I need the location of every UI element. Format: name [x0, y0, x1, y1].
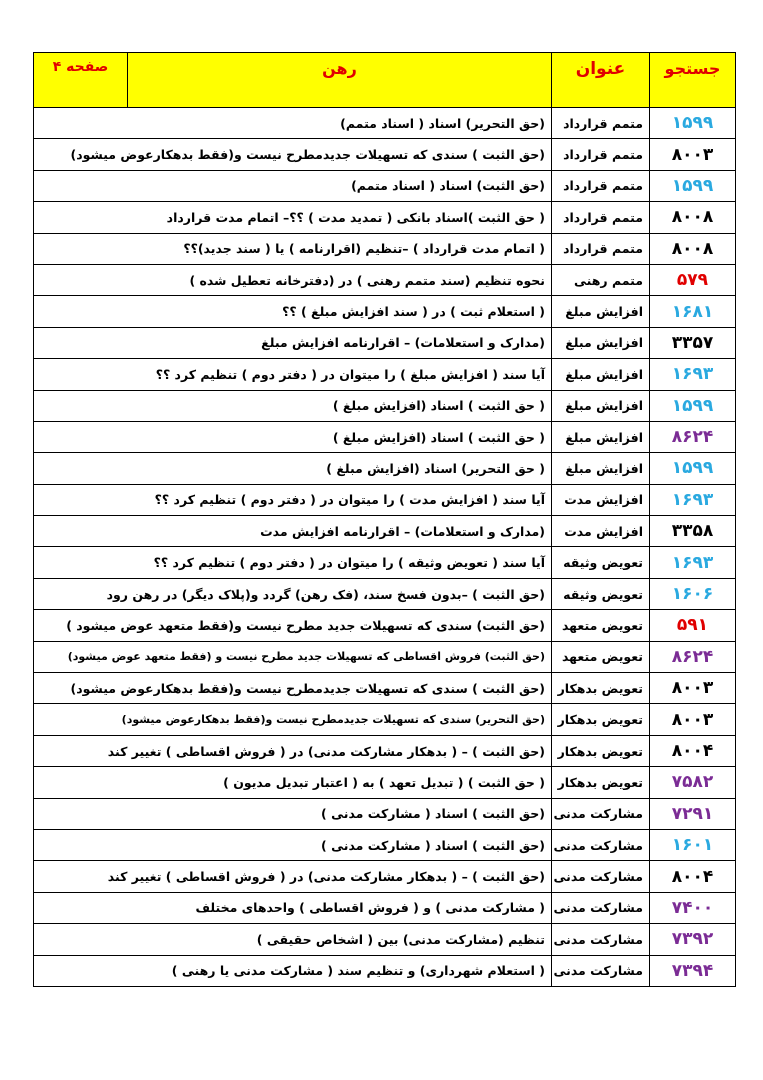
row-title: تعویض بدهکار [552, 767, 650, 798]
table-row [34, 516, 736, 547]
search-code[interactable]: ۸۰۰۳ [650, 673, 736, 704]
row-description: (حق التحریر) سندی که تسهیلات جدیدمطرح نیست و(فقط بدهکارعوض میشود) [34, 704, 552, 735]
search-code[interactable]: ۷۳۹۲ [650, 924, 736, 955]
search-code[interactable]: ۳۳۵۷ [650, 327, 736, 358]
search-code[interactable]: ۱۵۹۹ [650, 453, 736, 484]
row-title: مشارکت مدنی [552, 861, 650, 892]
table-row [34, 798, 736, 829]
search-code[interactable]: ۷۴۰۰ [650, 892, 736, 923]
row-title: افزایش مبلغ [552, 359, 650, 390]
search-code[interactable]: ۱۶۰۱ [650, 829, 736, 860]
row-description: نحوه تنظیم (سند متمم رهنی ) در (دفترخانه تعطیل شده ) [34, 264, 552, 295]
table-row [34, 610, 736, 641]
search-code[interactable]: ۱۵۹۹ [650, 170, 736, 201]
table-row [34, 829, 736, 860]
search-header: جستجو [650, 53, 736, 108]
row-description: ( حق التحریر) اسناد (افزایش مبلغ ) [34, 453, 552, 484]
row-title: متمم قرارداد [552, 108, 650, 139]
row-description: ( استعلام ثبت ) در ( سند افزایش مبلغ ) ؟؟ [34, 296, 552, 327]
row-description: ( حق الثبت ) ( تبدیل تعهد ) به ( اعتبار تبدیل مدیون ) [34, 767, 552, 798]
row-description: (مدارک و استعلامات) – اقرارنامه افزایش مبلغ [34, 327, 552, 358]
row-description: (حق الثبت ) – ( بدهکار مشارکت مدنی) در ( فروش اقساطی ) تغییر کند [34, 735, 552, 766]
table-row [34, 547, 736, 578]
row-title: افزایش مبلغ [552, 390, 650, 421]
search-code[interactable]: ۸۰۰۸ [650, 233, 736, 264]
search-code[interactable]: ۸۰۰۳ [650, 139, 736, 170]
row-description: ( استعلام شهرداری) و تنظیم سند ( مشارکت مدنی یا رهنی ) [34, 955, 552, 986]
search-code[interactable]: ۱۶۹۳ [650, 359, 736, 390]
search-code[interactable]: ۸۰۰۴ [650, 735, 736, 766]
title-header: عنوان [552, 53, 650, 108]
row-title: مشارکت مدنی [552, 924, 650, 955]
row-title: متمم رهنی [552, 264, 650, 295]
row-title: افزایش مبلغ [552, 296, 650, 327]
row-title: مشارکت مدنی [552, 892, 650, 923]
row-description: ( حق الثبت ) اسناد (افزایش مبلغ ) [34, 421, 552, 452]
row-description: (مدارک و استعلامات) – اقرارنامه افزایش مدت [34, 516, 552, 547]
table-row [34, 296, 736, 327]
row-title: مشارکت مدنی [552, 955, 650, 986]
search-code[interactable]: ۱۶۸۱ [650, 296, 736, 327]
table-row [34, 673, 736, 704]
row-description: ( اتمام مدت قرارداد ) –تنظیم (اقرارنامه ) یا ( سند جدید)؟؟ [34, 233, 552, 264]
row-description: آیا سند ( افزایش مبلغ ) را میتوان در ( دفتر دوم ) تنظیم کرد ؟؟ [34, 359, 552, 390]
search-code[interactable]: ۷۵۸۲ [650, 767, 736, 798]
row-description: ( حق الثبت )اسناد بانکی ( تمدید مدت ) ؟؟– اتمام مدت قرارداد [34, 202, 552, 233]
row-description: (حق الثبت ) اسناد ( مشارکت مدنی ) [34, 829, 552, 860]
table-row [34, 704, 736, 735]
table-row [34, 924, 736, 955]
table-row [34, 955, 736, 986]
table-row [34, 202, 736, 233]
table-row [34, 641, 736, 672]
row-title: تعویض بدهکار [552, 704, 650, 735]
row-title: متمم قرارداد [552, 233, 650, 264]
search-code[interactable]: ۸۶۲۴ [650, 641, 736, 672]
row-description: آیا سند ( تعویض وثیقه ) را میتوان در ( دفتر دوم ) تنظیم کرد ؟؟ [34, 547, 552, 578]
row-description: (حق الثبت) اسناد ( اسناد متمم) [34, 170, 552, 201]
search-code[interactable]: ۵۷۹ [650, 264, 736, 295]
row-title: افزایش مبلغ [552, 421, 650, 452]
table-row [34, 484, 736, 515]
search-code[interactable]: ۳۳۵۸ [650, 516, 736, 547]
row-description: (حق الثبت) سندی که تسهیلات جدید مطرح نیست و(فقط متعهد عوض میشود ) [34, 610, 552, 641]
table-row [34, 892, 736, 923]
row-description: (حق الثبت ) –بدون فسخ سند، (فک رهن) گردد و(پلاک دیگر) در رهن رود [34, 578, 552, 609]
row-description: (حق التحریر) اسناد ( اسناد متمم) [34, 108, 552, 139]
index-table [33, 52, 736, 987]
row-description: تنظیم (مشارکت مدنی) بین ( اشخاص حقیقی ) [34, 924, 552, 955]
search-code[interactable]: ۱۵۹۹ [650, 108, 736, 139]
search-code[interactable]: ۷۳۹۴ [650, 955, 736, 986]
row-title: مشارکت مدنی [552, 798, 650, 829]
row-title: تعویض متعهد [552, 641, 650, 672]
row-title: افزایش مبلغ [552, 327, 650, 358]
table-row [34, 578, 736, 609]
row-description: (حق الثبت ) سندی که تسهیلات جدیدمطرح نیست و(فقط بدهکارعوض میشود) [34, 139, 552, 170]
search-code[interactable]: ۸۰۰۸ [650, 202, 736, 233]
row-title: تعویض وثیقه [552, 578, 650, 609]
table-row [34, 108, 736, 139]
row-description: (حق الثبت ) سندی که تسهیلات جدیدمطرح نیست و(فقط بدهکارعوض میشود) [34, 673, 552, 704]
row-description: (حق الثبت ) اسناد ( مشارکت مدنی ) [34, 798, 552, 829]
page-number: صفحه ۴ [34, 53, 128, 108]
search-code[interactable]: ۸۰۰۳ [650, 704, 736, 735]
row-description: ( حق الثبت ) اسناد (افزایش مبلغ ) [34, 390, 552, 421]
search-code[interactable]: ۱۶۹۳ [650, 484, 736, 515]
table-row [34, 453, 736, 484]
header-row [34, 53, 736, 108]
row-title: افزایش مدت [552, 484, 650, 515]
row-title: افزایش مبلغ [552, 453, 650, 484]
row-title: تعویض بدهکار [552, 673, 650, 704]
row-title: تعویض بدهکار [552, 735, 650, 766]
search-code[interactable]: ۱۶۹۳ [650, 547, 736, 578]
table-row [34, 233, 736, 264]
row-title: تعویض وثیقه [552, 547, 650, 578]
row-title: مشارکت مدنی [552, 829, 650, 860]
search-code[interactable]: ۸۶۲۴ [650, 421, 736, 452]
row-description: آیا سند ( افزایش مدت ) را میتوان در ( دفتر دوم ) تنظیم کرد ؟؟ [34, 484, 552, 515]
table-row [34, 170, 736, 201]
search-code[interactable]: ۱۶۰۶ [650, 578, 736, 609]
row-title: متمم قرارداد [552, 202, 650, 233]
search-code[interactable]: ۱۵۹۹ [650, 390, 736, 421]
table-row [34, 359, 736, 390]
row-title: افزایش مدت [552, 516, 650, 547]
table-row [34, 327, 736, 358]
table-row [34, 390, 736, 421]
row-description: ( مشارکت مدنی ) و ( فروش اقساطی ) واحدهای مختلف [34, 892, 552, 923]
table-row [34, 139, 736, 170]
row-title: متمم قرارداد [552, 170, 650, 201]
row-title: تعویض متعهد [552, 610, 650, 641]
table-row [34, 421, 736, 452]
table-row [34, 767, 736, 798]
search-code[interactable]: ۸۰۰۴ [650, 861, 736, 892]
search-code[interactable]: ۵۹۱ [650, 610, 736, 641]
row-description: (حق الثبت ) – ( بدهکار مشارکت مدنی) در ( فروش اقساطی ) تغییر کند [34, 861, 552, 892]
table-row [34, 735, 736, 766]
row-title: متمم قرارداد [552, 139, 650, 170]
subject-header: رهن [128, 53, 552, 108]
table-row [34, 861, 736, 892]
table-row [34, 264, 736, 295]
search-code[interactable]: ۷۲۹۱ [650, 798, 736, 829]
row-description: (حق الثبت) فروش اقساطی که تسهیلات جدید مطرح نیست و (فقط متعهد عوض میشود) [34, 641, 552, 672]
